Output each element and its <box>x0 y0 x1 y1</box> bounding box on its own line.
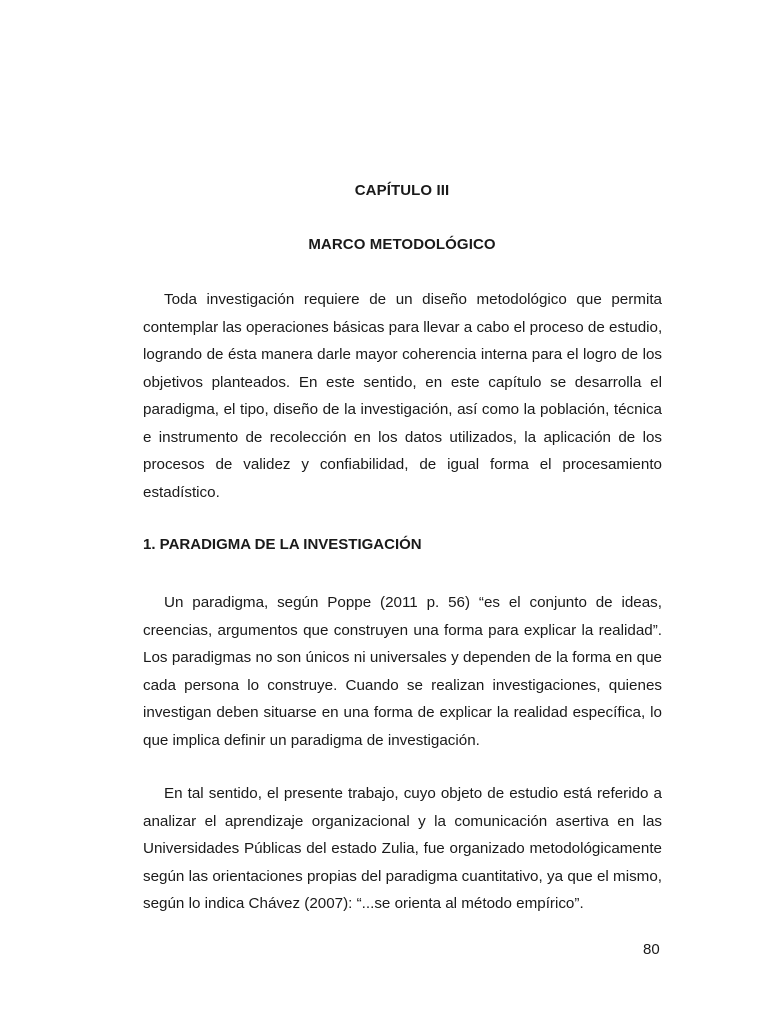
paragraph-line: investigan deben situarse en una forma de explicar la realidad específica, lo <box>143 704 662 721</box>
paragraph-line: analizar el aprendizaje organizacional y la comunicación asertiva en las <box>143 812 662 830</box>
paragraph-line: que implica definir un paradigma de investigación. <box>143 731 480 749</box>
paragraph-line: Los paradigmas no son únicos ni universales y dependen de la forma en que <box>143 649 662 666</box>
paragraph-line: En tal sentido, el presente trabajo, cuyo objeto de estudio está referido a <box>164 785 662 802</box>
paradigm-paragraph <box>143 589 662 754</box>
chapter-label: CAPÍTULO III <box>354 182 450 199</box>
paragraph-line: paradigma, el tipo, diseño de la investigación, así como la población, técnica <box>143 401 662 418</box>
paragraph-line: estadístico. <box>143 483 220 501</box>
chapter-title: MARCO METODOLÓGICO <box>308 236 496 253</box>
paragraph-line: según las orientaciones propias del paradigma cuantitativo, ya que el mismo, <box>143 867 662 885</box>
paragraph-line: cada persona lo construye. Cuando se realizan investigaciones, quienes <box>143 676 662 694</box>
paragraph-line: logrando de ésta manera darle mayor coherencia interna para el logro de los <box>143 346 662 363</box>
paragraph-line: según lo indica Chávez (2007): “...se orienta al método empírico”. <box>143 895 584 912</box>
page-number: 80 <box>643 941 660 958</box>
paragraph-line: creencias, argumentos que construyen una forma para explicar la realidad”. <box>143 621 662 639</box>
paragraph-line: e instrumento de recolección en los datos utilizados, la aplicación de los <box>143 428 662 446</box>
paragraph-line: objetivos planteados. En este sentido, en este capítulo se desarrolla el <box>143 373 662 391</box>
paragraph-line: Universidades Públicas del estado Zulia, fue organizado metodológicamente <box>143 840 662 857</box>
paragraph-line: procesos de validez y confiabilidad, de igual forma el procesamiento <box>143 456 662 473</box>
paragraph-line: Toda investigación requiere de un diseño metodológico que permita <box>164 291 662 308</box>
intro-paragraph <box>143 286 662 506</box>
paragraph-line: contemplar las operaciones básicas para llevar a cabo el proceso de estudio, <box>143 318 663 336</box>
quantitative-paragraph <box>143 780 662 918</box>
section-heading: 1. PARADIGMA DE LA INVESTIGACIÓN <box>143 536 422 553</box>
paragraph-line: Un paradigma, según Poppe (2011 p. 56) “es el conjunto de ideas, <box>164 594 662 611</box>
